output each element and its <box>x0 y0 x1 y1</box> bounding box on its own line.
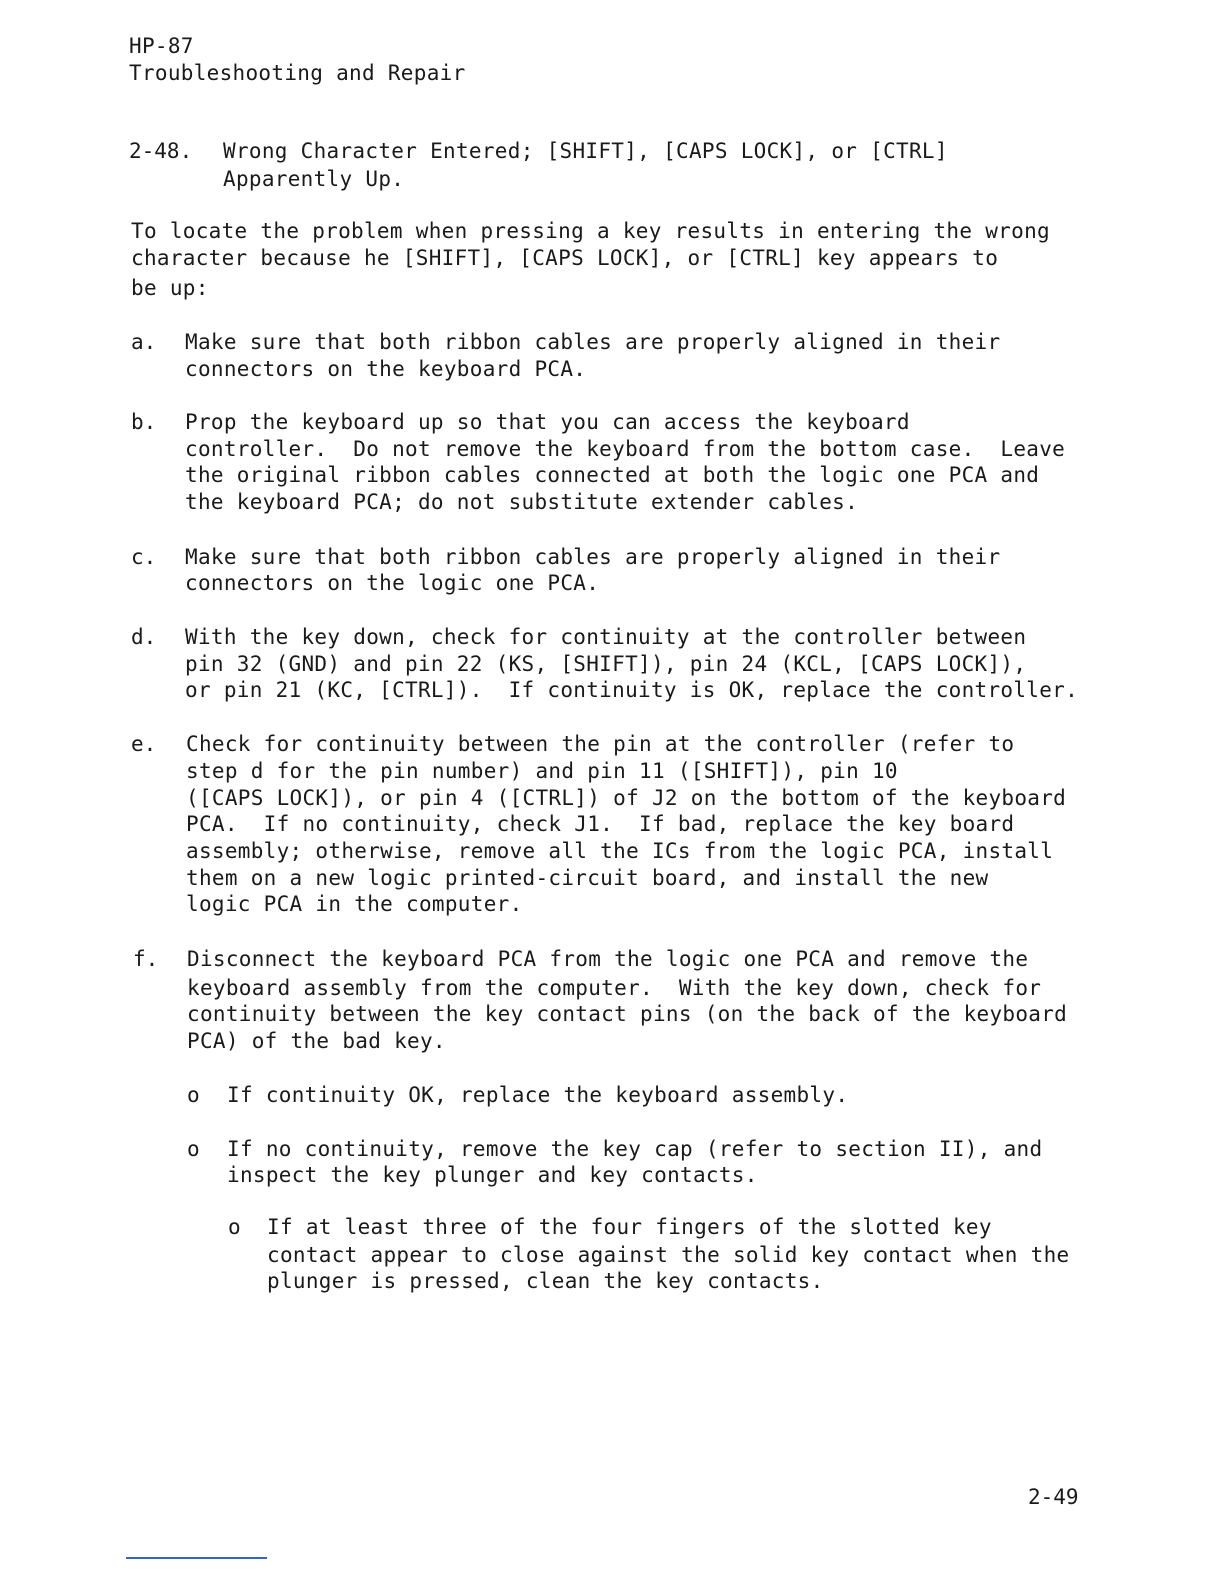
step-c-marker: c. <box>131 545 157 569</box>
step-f-line-4: PCA) of the bad key. <box>187 1029 446 1053</box>
step-b-line-4: the keyboard PCA; do not substitute extender cables. <box>185 490 859 514</box>
page-number: 2-49 <box>1028 1485 1079 1509</box>
step-b-marker: b. <box>131 410 157 434</box>
step-d-line-2: pin 32 (GND) and pin 22 (KS, [SHIFT]), pin 24 (KCL, [CAPS LOCK]), <box>185 652 1027 676</box>
heading-number: 2-48. <box>129 139 193 163</box>
step-e-line-7: logic PCA in the computer. <box>186 892 523 916</box>
sub-bullet-2-marker: o <box>187 1137 200 1161</box>
sub-sub-bullet-1-line-1: If at least three of the four fingers of the slotted key <box>267 1215 992 1239</box>
step-f-marker: f. <box>133 947 159 971</box>
intro-line-1: To locate the problem when pressing a key results in entering the wrong <box>131 219 1050 243</box>
step-b-line-2: controller. Do not remove the keyboard from the bottom case. Leave <box>185 437 1066 461</box>
sub-bullet-1-line-1: If continuity OK, replace the keyboard assembly. <box>227 1083 849 1107</box>
step-f-line-1: Disconnect the keyboard PCA from the logic one PCA and remove the <box>187 947 1029 971</box>
step-f-line-3: continuity between the key contact pins (on the back of the keyboard <box>187 1002 1068 1026</box>
sub-sub-bullet-1-line-2: contact appear to close against the solid key contact when the <box>267 1243 1070 1267</box>
step-e-line-1: Check for continuity between the pin at the controller (refer to <box>186 732 1015 756</box>
heading-title-line-2: Apparently Up. <box>223 167 405 191</box>
sub-sub-bullet-1-marker: o <box>228 1215 241 1239</box>
sub-bullet-1-marker: o <box>187 1083 200 1107</box>
sub-sub-bullet-1-line-3: plunger is pressed, clean the key contacts. <box>267 1269 824 1293</box>
step-e-line-3: ([CAPS LOCK]), or pin 4 ([CTRL]) of J2 on the bottom of the keyboard <box>186 786 1067 810</box>
header-model: HP-87 <box>129 34 194 58</box>
step-e-line-6: them on a new logic printed-circuit board, and install the new <box>186 866 989 890</box>
sub-bullet-2-line-1: If no continuity, remove the key cap (refer to section II), and <box>227 1137 1043 1161</box>
step-a-line-2: connectors on the keyboard PCA. <box>185 357 587 381</box>
sub-bullet-2-line-2: inspect the key plunger and key contacts. <box>227 1163 758 1187</box>
step-d-line-1: With the key down, check for continuity at the controller between <box>185 625 1027 649</box>
footer-rule <box>126 1557 267 1559</box>
step-e-marker: e. <box>131 732 157 756</box>
step-c-line-2: connectors on the logic one PCA. <box>185 571 600 595</box>
step-a-line-1: Make sure that both ribbon cables are properly aligned in their <box>185 330 1001 354</box>
step-a-marker: a. <box>131 330 157 354</box>
step-e-line-2: step d for the pin number) and pin 11 ([SHIFT]), pin 10 <box>186 759 898 783</box>
step-d-line-3: or pin 21 (KC, [CTRL]). If continuity is OK, replace the controller. <box>185 678 1079 702</box>
header-section: Troubleshooting and Repair <box>129 61 466 85</box>
step-f-line-2: keyboard assembly from the computer. With the key down, check for <box>187 976 1042 1000</box>
step-c-line-1: Make sure that both ribbon cables are properly aligned in their <box>185 545 1001 569</box>
step-b-line-3: the original ribbon cables connected at both the logic one PCA and <box>185 463 1040 487</box>
step-e-line-5: assembly; otherwise, remove all the ICs from the logic PCA, install <box>186 839 1054 863</box>
step-e-line-4: PCA. If no continuity, check J1. If bad, replace the key board <box>186 812 1015 836</box>
intro-line-3: be up: <box>131 276 209 300</box>
step-d-marker: d. <box>131 625 157 649</box>
intro-line-2: character because he [SHIFT], [CAPS LOCK], or [CTRL] key appears to <box>131 246 999 270</box>
heading-title-line-1: Wrong Character Entered; [SHIFT], [CAPS LOCK], or [CTRL] <box>223 139 948 163</box>
step-b-line-1: Prop the keyboard up so that you can access the keyboard <box>185 410 910 434</box>
